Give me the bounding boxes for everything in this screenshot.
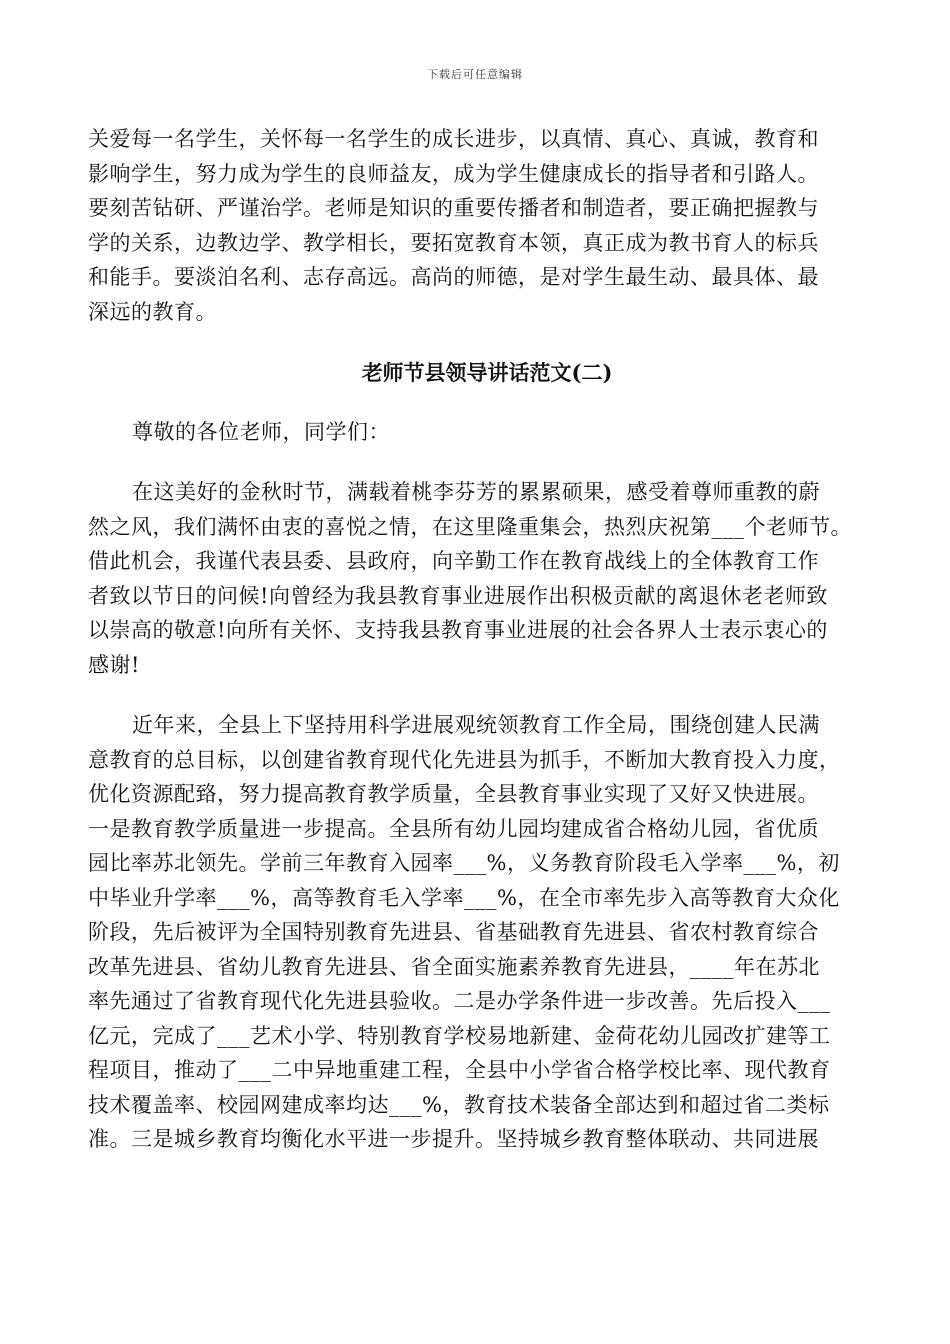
text-line: 阶段，先后被评为全国特别教育先进县、省基础教育先进县、省农村教育综合 — [88, 920, 819, 944]
paragraph-continued — [88, 122, 878, 329]
text-line: 在这美好的金秋时节，满载着桃李芬芳的累累硕果，感受着尊师重教的蔚 — [132, 480, 820, 504]
section-title: 老师节县领导讲话范文(二) — [361, 360, 613, 385]
text-line: 者致以节日的问候!向曾经为我县教育事业进展作出积极贡献的离退休老老师致 — [88, 583, 828, 608]
text-line: 关爱每一名学生，关怀每一名学生的成长进步，以真情、真心、真诚，教育和 — [88, 127, 819, 151]
text-line: 亿元，完成了___艺术小学、特别教育学校易地新建、金荷花幼儿园改扩建等工 — [88, 1023, 831, 1048]
text-line: 借此机会，我谨代表县委、县政府，向辛勤工作在教育战线上的全体教育工作 — [88, 549, 819, 573]
paragraph-celebration — [88, 475, 878, 682]
text-line: 优化资源配臵，努力提高教育教学质量，全县教育事业实现了又好又快进展。 — [88, 782, 819, 806]
header-note: 下载后可任意编辑 — [427, 68, 523, 81]
text-line: 和能手。要淡泊名利、志存高远。高尚的师德，是对学生最生动、最具体、最 — [88, 265, 819, 289]
text-line: 程项目，推动了___二中异地重建工程，全县中小学省合格学校比率、现代教育 — [88, 1058, 831, 1082]
text-line: 意教育的总目标，以创建省教育现代化先进县为抓手，不断加大教育投入力度， — [88, 747, 841, 772]
greeting-paragraph — [88, 415, 878, 450]
text-line: 感谢! — [88, 652, 140, 677]
text-line: 一是教育教学质量进一步提高。全县所有幼儿园均建成省合格幼儿园，省优质 — [88, 816, 819, 841]
text-line: 尊敬的各位老师，同学们： — [132, 419, 390, 444]
text-line: 要刻苦钻研、严谨治学。老师是知识的重要传播者和制造者，要正确把握教与 — [88, 196, 819, 220]
text-line: 率先通过了省教育现代化先进县验收。二是办学条件进一步改善。先后投入___ — [88, 989, 831, 1013]
text-line: 深远的教育。 — [88, 299, 217, 324]
text-line: 准。三是城乡教育均衡化水平进一步提升。坚持城乡教育整体联动、共同进展 — [88, 1127, 819, 1151]
text-line: 学的关系，边教边学、教学相长，要拓宽教育本领，真正成为教书育人的标兵 — [88, 230, 819, 255]
text-line: 中毕业升学率___%，高等教育毛入学率___%，在全市率先步入高等教育大众化 — [88, 885, 840, 910]
text-line: 影响学生，努力成为学生的良师益友，成为学生健康成长的指导者和引路人。 — [88, 161, 819, 186]
text-line: 然之风，我们满怀由衷的喜悦之情，在这里隆重集会，热烈庆祝第___个老师节。 — [88, 514, 852, 539]
text-line: 近年来，全县上下坚持用科学进展观统领教育工作全局，围绕创建人民满 — [132, 713, 820, 737]
text-line: 改革先进县、省幼儿教育先进县、省全面实施素养教育先进县，____年在苏北 — [88, 954, 820, 979]
paragraph-achievements — [88, 708, 878, 1157]
document-body — [88, 122, 878, 1157]
text-line: 技术覆盖率、校园网建成率均达___%，教育技术装备全部达到和超过省二类标 — [88, 1092, 830, 1117]
text-line: 以崇高的敬意!向所有关怀、支持我县教育事业进展的社会各界人士表示衷心的 — [88, 618, 828, 642]
text-line: 园比率苏北领先。学前三年教育入园率___%，义务教育阶段毛入学率___%，初 — [88, 851, 840, 875]
